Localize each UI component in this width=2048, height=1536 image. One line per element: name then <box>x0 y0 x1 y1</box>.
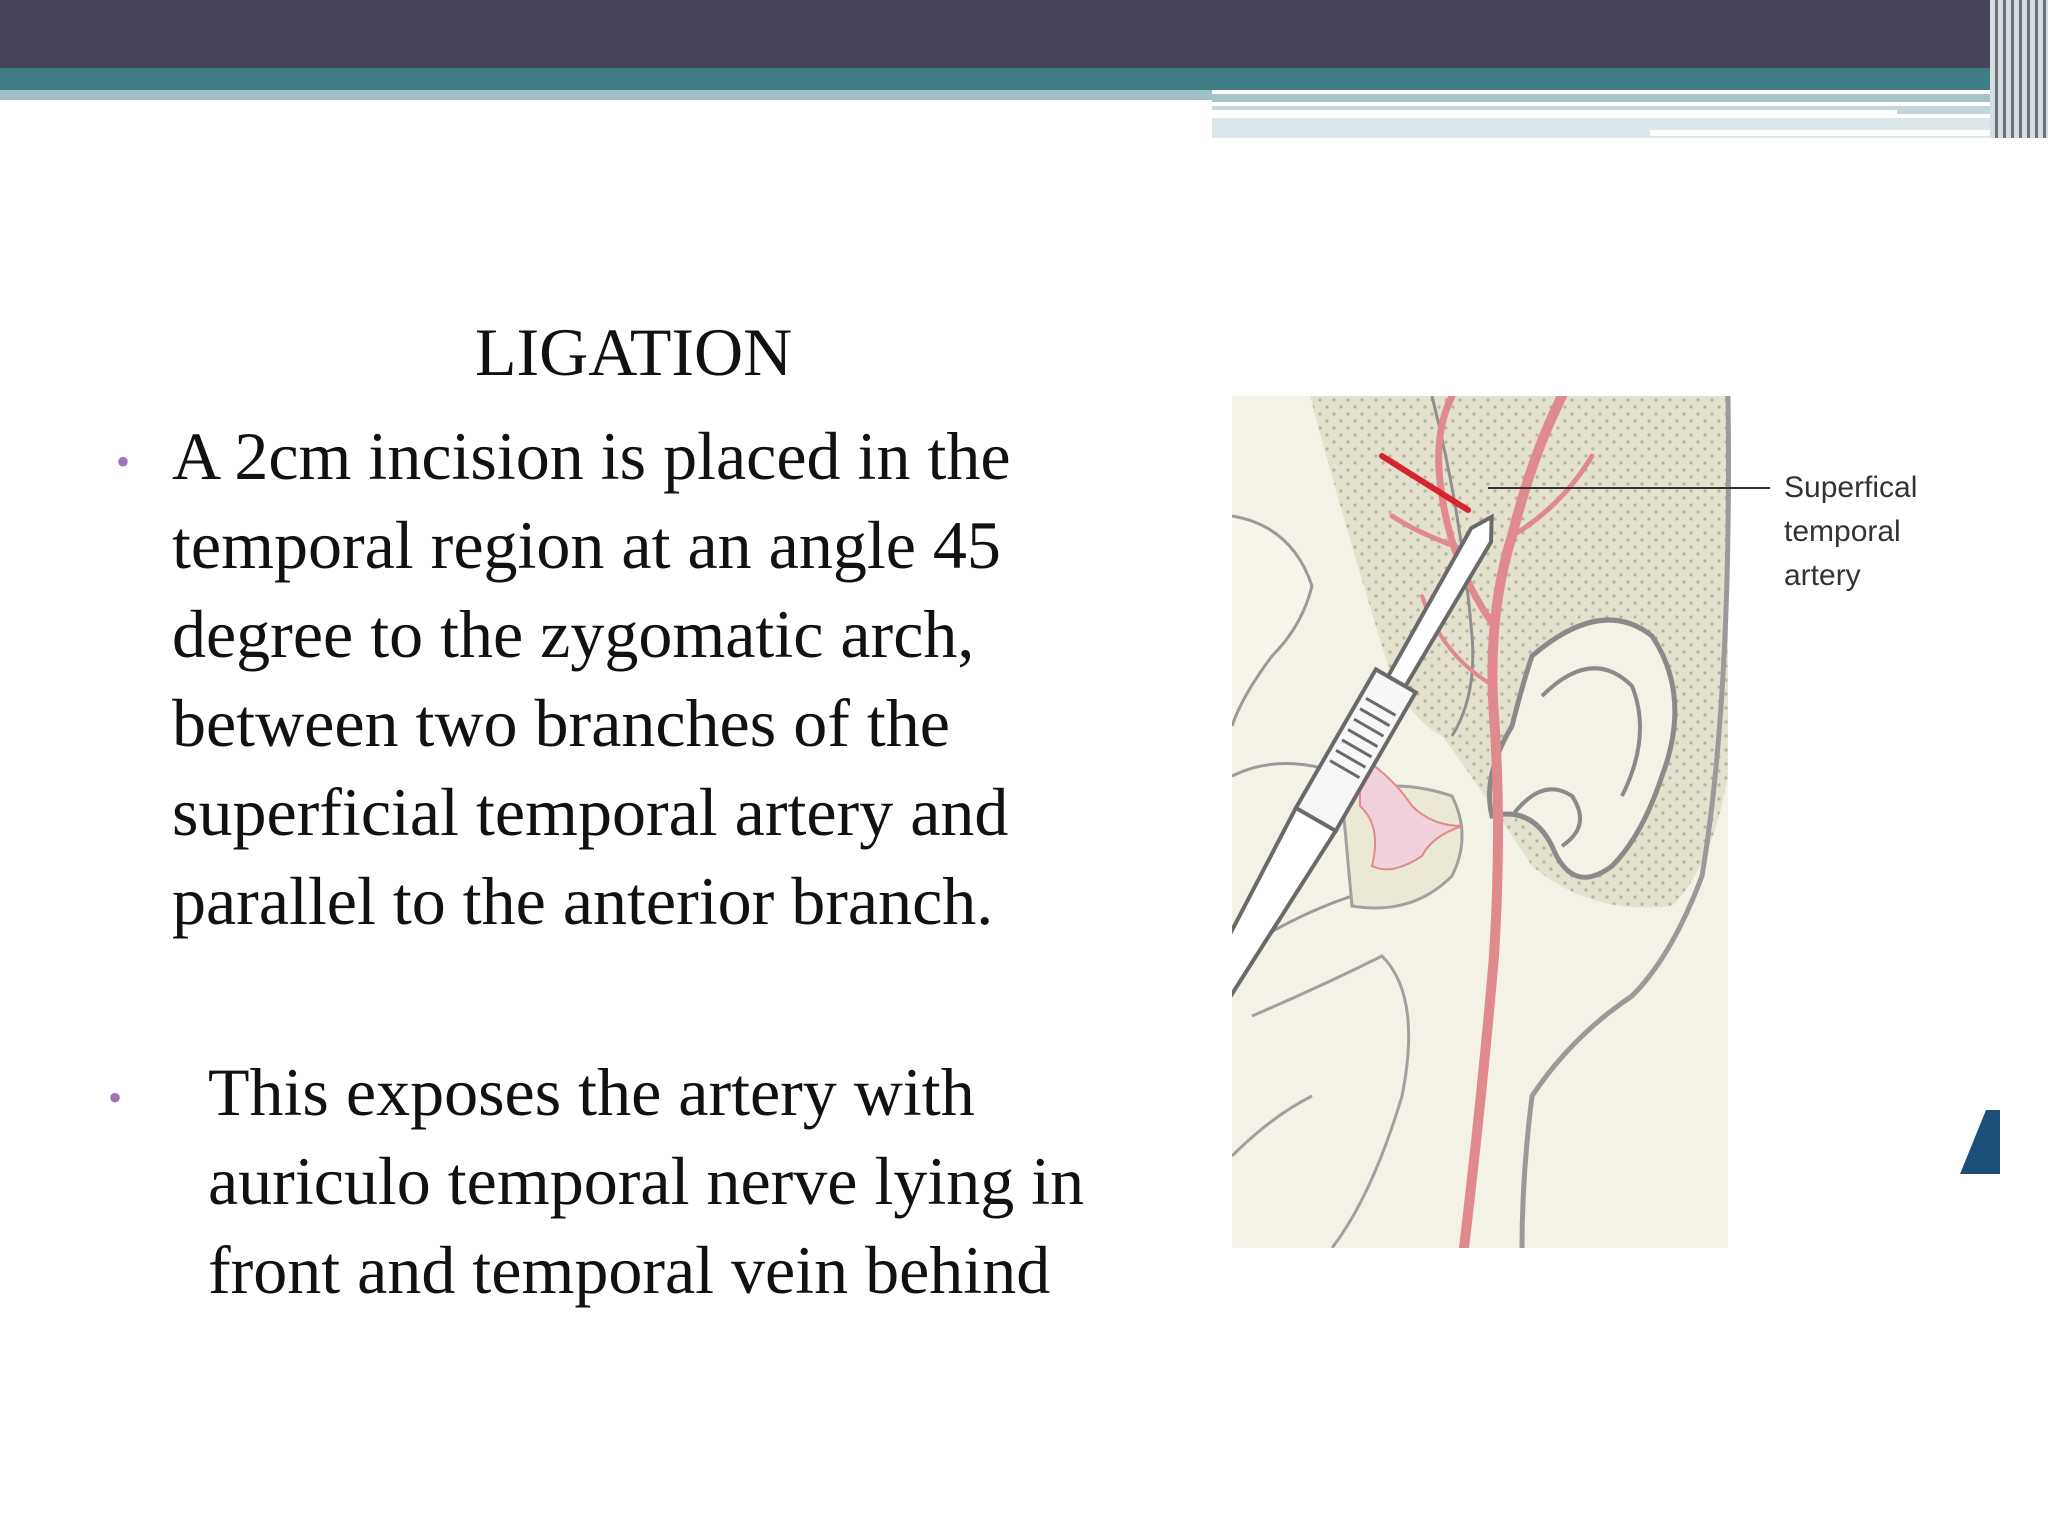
bullet-text-1: A 2cm incision is placed in the temporal region at an angle 45 degree to the zygomatic arch, between two branches of the superficial temporal artery and parallel to the anterior branch. <box>172 418 1011 939</box>
bullet-item-2 <box>108 1048 1168 1315</box>
header-band-dark <box>0 0 2048 68</box>
header-band-light <box>0 90 1212 100</box>
slide-title: LIGATION <box>475 314 793 390</box>
corner-logo-fragment-icon <box>1960 1110 2000 1174</box>
figure-label-superficial-temporal-artery: Superfical temporal artery <box>1784 471 1918 592</box>
bullet-text-2: This exposes the artery with auriculo temporal nerve lying in front and temporal vein behind <box>208 1054 1085 1308</box>
header-band-gap-2 <box>1650 130 2012 136</box>
bullet-item-1 <box>116 412 1132 946</box>
header-band-gap <box>1212 110 1897 115</box>
bullet-dot-icon: • <box>108 1075 123 1120</box>
header-band-light-right <box>1212 94 2012 102</box>
bullet-dot-icon: • <box>116 439 131 484</box>
header-edge-stripes <box>1990 0 2048 138</box>
anatomy-figure <box>1232 396 1960 1248</box>
header-band-teal <box>0 68 2048 90</box>
